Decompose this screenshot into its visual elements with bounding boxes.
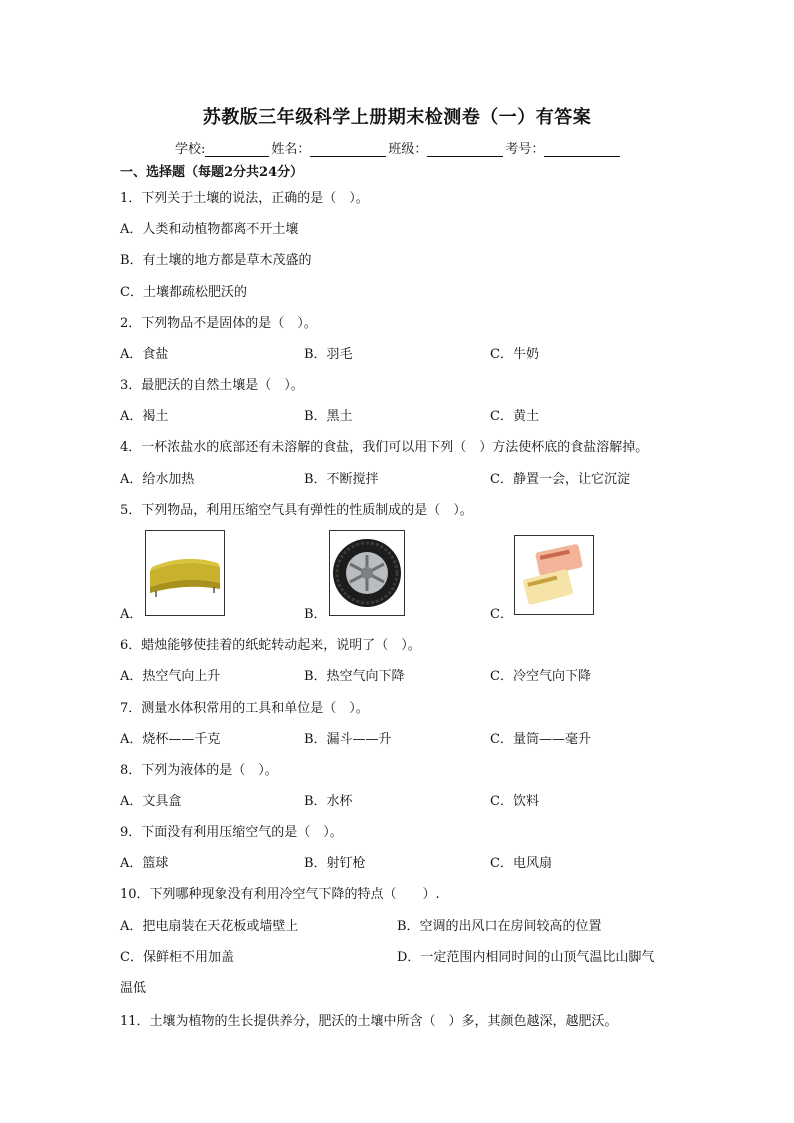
question-9-option-c: C．电风扇 [490, 856, 552, 871]
question-8-option-c: C．饮料 [490, 794, 539, 809]
question-5-option-b: B． [304, 607, 327, 622]
question-2-option-a: A．食盐 [120, 347, 169, 362]
question-2-option-c: C．牛奶 [490, 347, 539, 362]
school-blank[interactable] [205, 142, 269, 157]
question-9-stem: 9．下面没有利用压缩空气的是（ ）。 [120, 825, 343, 840]
student-info-line [175, 138, 622, 157]
question-7-stem: 7．测量水体积常用的工具和单位是（ ）。 [120, 701, 369, 716]
question-3-option-c: C．黄土 [490, 409, 539, 424]
question-3-stem: 3．最肥沃的自然土壤是（ ）。 [120, 378, 304, 393]
question-6-option-b: B．热空气向下降 [304, 669, 405, 684]
question-9-option-a: A．篮球 [120, 856, 169, 871]
school-label: 学校: [175, 142, 206, 157]
question-7-option-c: C．量筒——毫升 [490, 732, 591, 747]
question-10-option-b: B．空调的出风口在房间较高的位置 [397, 919, 602, 934]
question-6-option-a: A．热空气向上升 [120, 669, 221, 684]
question-8-option-a: A．文具盒 [120, 794, 182, 809]
question-2-stem: 2．下列物品不是固体的是（ ）。 [120, 316, 317, 331]
question-4-stem: 4．一杯浓盐水的底部还有未溶解的食盐，我们可以用下列（ ）方法使杯底的食盐溶解掉。 [120, 440, 649, 455]
section-heading: 一、选择题（每题2分共24分） [120, 165, 304, 180]
question-5-option-c: C． [490, 607, 513, 622]
question-5-option-a: A． [120, 607, 143, 622]
question-1-option-a: A．人类和动植物都离不开土壤 [120, 222, 299, 237]
exam-no-blank[interactable] [544, 142, 620, 157]
question-7-option-b: B．漏斗——升 [304, 732, 392, 747]
question-1-stem: 1．下列关于土壤的说法，正确的是（ ）。 [120, 191, 369, 206]
sofa-image [145, 530, 225, 616]
question-4-option-c: C．静置一会，让它沉淀 [490, 472, 630, 487]
name-label: 姓名： [271, 142, 311, 157]
question-4-option-a: A．给水加热 [120, 472, 195, 487]
question-3-option-a: A．褐土 [120, 409, 169, 424]
question-6-option-c: C．冷空气向下降 [490, 669, 591, 684]
question-1-option-c: C．土壤都疏松肥沃的 [120, 285, 247, 300]
exam-no-label: 考号： [505, 142, 545, 157]
question-10-stem: 10．下列哪种现象没有利用冷空气下降的特点（ ）. [120, 887, 440, 902]
question-3-option-b: B．黑土 [304, 409, 353, 424]
question-4-option-b: B．不断搅拌 [304, 472, 379, 487]
class-label: 班级： [388, 142, 428, 157]
question-1-option-b: B．有土壤的地方都是草木茂盛的 [120, 253, 312, 268]
question-8-stem: 8．下列为液体的是（ ）。 [120, 763, 278, 778]
question-9-option-b: B．射钉枪 [304, 856, 366, 871]
question-7-option-a: A．烧杯——千克 [120, 732, 221, 747]
name-blank[interactable] [310, 142, 386, 157]
question-10-option-c: C．保鲜柜不用加盖 [120, 950, 234, 965]
question-5-stem: 5．下列物品，利用压缩空气具有弹性的性质制成的是（ ）。 [120, 503, 473, 518]
question-10-option-d-continuation: 温低 [120, 981, 147, 996]
tire-image [329, 530, 405, 616]
question-11-stem: 11．土壤为植物的生长提供养分，肥沃的土壤中所含（ ）多，其颜色越深，越肥沃。 [120, 1014, 618, 1029]
question-2-option-b: B．羽毛 [304, 347, 353, 362]
question-10-option-d: D．一定范围内相同时间的山顶气温比山脚气 [397, 950, 655, 965]
question-6-stem: 6．蜡烛能够使挂着的纸蛇转动起来，说明了（ ）。 [120, 638, 421, 653]
question-8-option-b: B．水杯 [304, 794, 353, 809]
page-title: 苏教版三年级科学上册期末检测卷（一）有答案 [202, 107, 592, 128]
class-blank[interactable] [427, 142, 503, 157]
question-10-option-a: A．把电扇装在天花板或墙壁上 [120, 919, 299, 934]
eraser-image [514, 535, 594, 615]
